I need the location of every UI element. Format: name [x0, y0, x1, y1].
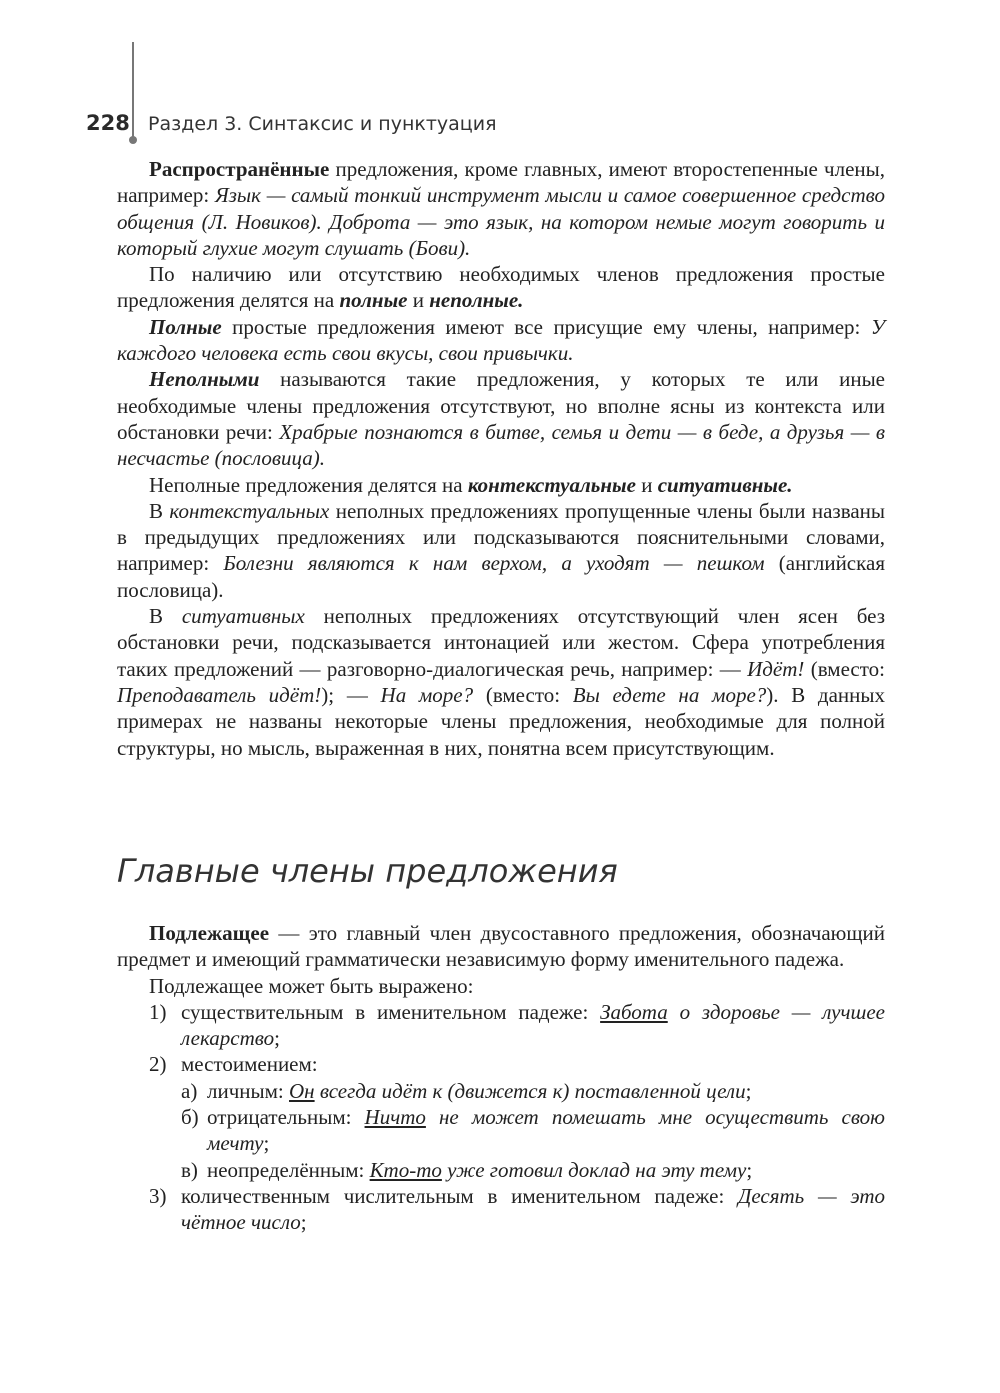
list-number: 1): [149, 999, 167, 1024]
list-number: 3): [149, 1183, 167, 1208]
paragraph-situational: В ситуативных неполных предложениях отсутствующий член ясен без обстановки речи, подсказывается интонацией или жестом. Сфера употребления таких предложений — разговорно-диалогическая речь, например: — Идёт! (вместо: Преподаватель идёт!); — На море? (вместо: Вы едете на море?). В данных примерах не названы некоторые члены предложения, необходимые для полной структуры, но мысль, выраженная в них, понятна всем присутствующим.: [117, 604, 886, 760]
term: Неполными: [149, 367, 260, 392]
list-letter: в): [181, 1157, 198, 1182]
term: ситуативных: [181, 604, 305, 629]
term: контекстуальных: [169, 498, 330, 523]
term: Подлежащее: [149, 921, 270, 945]
example: На море?: [380, 682, 474, 707]
section-heading: Главные члены предложения: [117, 852, 618, 890]
paragraph-complete-incomplete: По наличию или отсутствию необходимых членов предложения простые предложения делятся на полные и неполные.: [117, 262, 885, 313]
example: Десять — это чётное число: [181, 1183, 886, 1235]
underlined-subject: Ничто: [364, 1105, 426, 1130]
body-text: [117, 156, 885, 761]
term: ситуативные.: [657, 472, 793, 497]
paragraph-subject-definition: Подлежащее — это главный член двусоставного предложения, обозначающий предмет и имеющий грамматически независимую форму именительного падежа.: [117, 921, 885, 972]
example: Болезни являются к нам верхом, а уходят — пешком: [223, 551, 765, 576]
paragraph-incomplete-types: Неполные предложения делятся на контекстуальные и ситуативные.: [149, 472, 793, 497]
list-item: 1) существительным в именительном падеже: Забота о здоровье — лучшее лекарство;: [149, 999, 885, 1051]
paragraph-complete: Полные простые предложения имеют все присущие ему члены, например: У каждого человека есть свои вкусы, свои привычки.: [117, 314, 885, 366]
list-number: 2): [149, 1052, 167, 1077]
example: Язык — самый тонкий инструмент мысли и самое совершенное средство общения (Л. Новиков). Доброта — это язык, на котором немые могут говорить и который глухие могут слушать (Бови).: [117, 183, 885, 260]
sub-list-item: б) отрицательным: Ничто не может помешать мне осуществить свою мечту;: [181, 1105, 885, 1156]
term: Распространённые: [149, 157, 330, 181]
sub-list-item: а) личным: Он всегда идёт к (движется к) поставленной цели;: [181, 1078, 752, 1103]
paragraph-incomplete: Неполными называются такие предложения, у которых те или иные необходимые члены предложения отсутствуют, но вполне ясны из контекста или обстановки речи: Храбрые познаются в битве, семья и дети — в беде, а друзья — в несчастье (пословица).: [117, 367, 885, 471]
example: Идёт!: [747, 656, 805, 681]
paragraph-widespread: Распространённые предложения, кроме главных, имеют второстепенные члены, например: Язык — самый тонкий инструмент мысли и самое совершенное средство общения (Л. Новиков). Доброта — это язык, на котором немые могут говорить и который глухие могут слушать (Бови).: [117, 157, 885, 260]
header-divider-dot: [129, 136, 137, 144]
underlined-subject: Забота: [600, 999, 668, 1024]
underlined-subject: Он: [289, 1078, 315, 1103]
list-letter: а): [181, 1078, 198, 1103]
example: У каждого человека есть свои вкусы, свои привычки.: [117, 314, 885, 366]
underlined-subject: Кто-то: [369, 1157, 442, 1182]
term: контекстуальные: [467, 472, 636, 497]
list-item: 2) местоимением:: [149, 1052, 318, 1077]
header-divider: [132, 42, 134, 140]
paragraph-contextual: В контекстуальных неполных предложениях пропущенные члены были названы в предыдущих предложениях или подсказываются пояснительными словами, например: Болезни являются к нам верхом, а уходят — пешком (английская пословица).: [117, 498, 885, 602]
list-letter: б): [181, 1105, 199, 1130]
running-head: Раздел 3. Синтаксис и пунктуация: [148, 113, 497, 135]
paragraph-subject-intro: Подлежащее может быть выражено:: [149, 973, 474, 998]
term: неполные.: [429, 288, 524, 313]
list-item: 3) количественным числительным в именительном падеже: Десять — это чётное число;: [149, 1183, 886, 1235]
example: Преподаватель идёт!: [117, 682, 322, 707]
example: Храбрые познаются в битве, семья и дети — в беде, а друзья — в несчастье (пословица).: [117, 419, 885, 471]
term: Полные: [149, 314, 222, 339]
term: полные: [339, 288, 408, 313]
body-text-subject: [117, 920, 885, 1236]
example: Вы едете на море?: [572, 682, 767, 707]
page-number: 228: [86, 111, 130, 135]
sub-list-item: в) неопределённым: Кто-то уже готовил доклад на эту тему;: [181, 1157, 753, 1182]
